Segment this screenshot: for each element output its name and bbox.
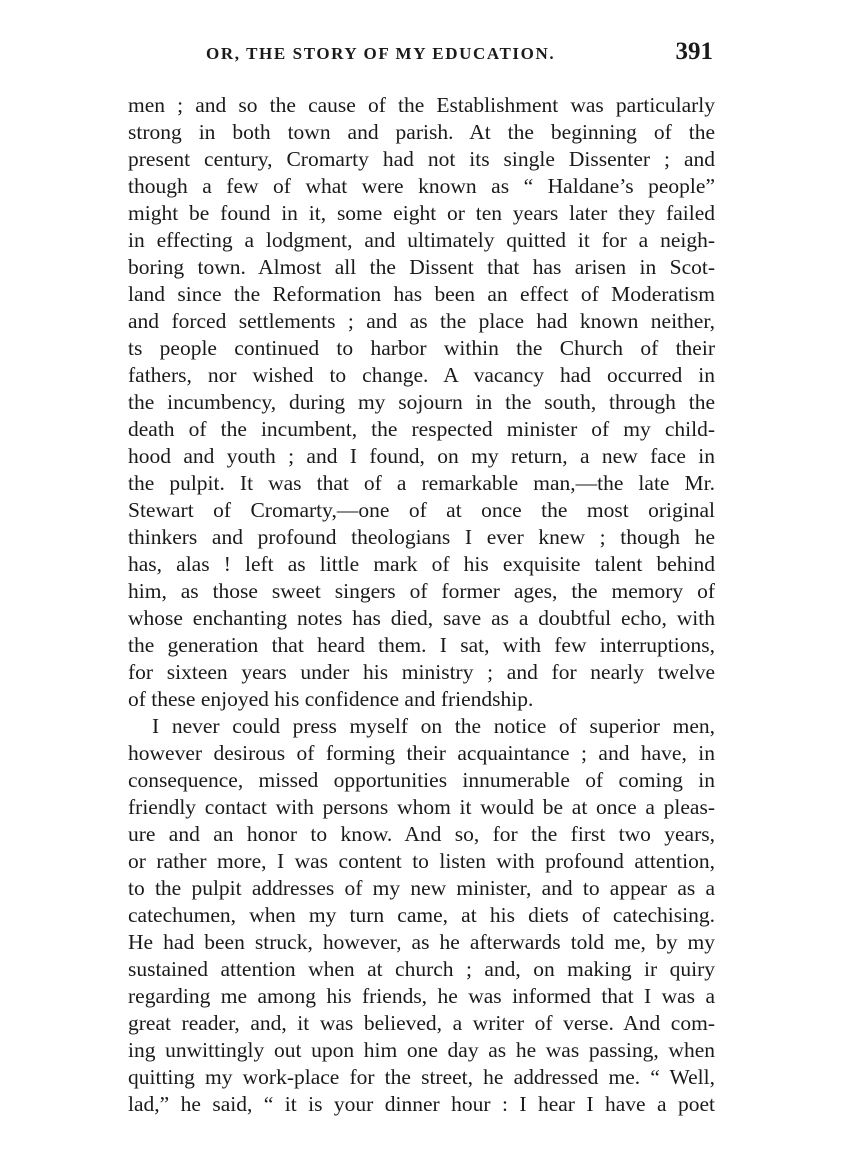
text-line: consequence, missed opportunities innumerable of coming in	[128, 768, 715, 792]
text-line: or rather more, I was content to listen with profound attention,	[128, 849, 715, 873]
text-line: for sixteen years under his ministry ; and for nearly twelve	[128, 660, 715, 684]
text-line: of these enjoyed his confidence and friendship.	[128, 687, 534, 711]
text-line: lad,” he said, “ it is your dinner hour : I hear I have a poet	[128, 1092, 715, 1116]
text-line: catechumen, when my turn came, at his diets of catechising.	[128, 903, 715, 927]
text-line: present century, Cromarty had not its single Dissenter ; and	[128, 147, 715, 171]
book-page	[128, 38, 715, 1118]
text-line: fathers, nor wished to change. A vacancy had occurred in	[128, 363, 715, 387]
text-line: to the pulpit addresses of my new minister, and to appear as a	[128, 876, 715, 900]
text-line: sustained attention when at church ; and, on making ir quiry	[128, 957, 715, 981]
text-line: friendly contact with persons whom it would be at once a pleas-	[128, 795, 715, 819]
text-line: land since the Reformation has been an effect of Moderatism	[128, 282, 715, 306]
text-line: regarding me among his friends, he was informed that I was a	[128, 984, 715, 1008]
text-line: however desirous of forming their acquaintance ; and have, in	[128, 741, 715, 765]
text-line: him, as those sweet singers of former ages, the memory of	[128, 579, 715, 603]
text-line: ts people continued to harbor within the Church of their	[128, 336, 715, 360]
text-line: quitting my work-place for the street, he addressed me. “ Well,	[128, 1065, 715, 1089]
page-number: 391	[675, 38, 713, 65]
text-line: men ; and so the cause of the Establishment was particularly	[128, 93, 715, 117]
text-line: though a few of what were known as “ Haldane’s people”	[128, 174, 715, 198]
text-line: ure and an honor to know. And so, for the first two years,	[128, 822, 715, 846]
text-line: strong in both town and parish. At the beginning of the	[128, 120, 715, 144]
text-line: death of the incumbent, the respected minister of my child-	[128, 417, 715, 441]
paragraph-1	[128, 92, 715, 713]
text-line: I never could press myself on the notice of superior men,	[152, 714, 715, 738]
body-text	[128, 92, 715, 1118]
running-title: OR, THE STORY OF MY EDUCATION.	[206, 44, 556, 63]
text-line: hood and youth ; and I found, on my return, a new face in	[128, 444, 715, 468]
text-line: might be found in it, some eight or ten years later they failed	[128, 201, 715, 225]
text-line: ing unwittingly out upon him one day as he was passing, when	[128, 1038, 715, 1062]
paragraph-2	[128, 713, 715, 1118]
text-line: the generation that heard them. I sat, with few interruptions,	[128, 633, 715, 657]
text-line: Stewart of Cromarty,—one of at once the most original	[128, 498, 715, 522]
text-line: the incumbency, during my sojourn in the south, through the	[128, 390, 715, 414]
text-line: has, alas ! left as little mark of his exquisite talent behind	[128, 552, 715, 576]
text-line: boring town. Almost all the Dissent that has arisen in Scot-	[128, 255, 715, 279]
text-line: thinkers and profound theologians I ever knew ; though he	[128, 525, 715, 549]
text-line: He had been struck, however, as he afterwards told me, by my	[128, 930, 715, 954]
text-line: whose enchanting notes has died, save as a doubtful echo, with	[128, 606, 715, 630]
running-head	[128, 38, 715, 78]
text-line: the pulpit. It was that of a remarkable man,—the late Mr.	[128, 471, 715, 495]
text-line: and forced settlements ; and as the place had known neither,	[128, 309, 715, 333]
text-line: in effecting a lodgment, and ultimately quitted it for a neigh-	[128, 228, 715, 252]
text-line: great reader, and, it was believed, a writer of verse. And com-	[128, 1011, 715, 1035]
